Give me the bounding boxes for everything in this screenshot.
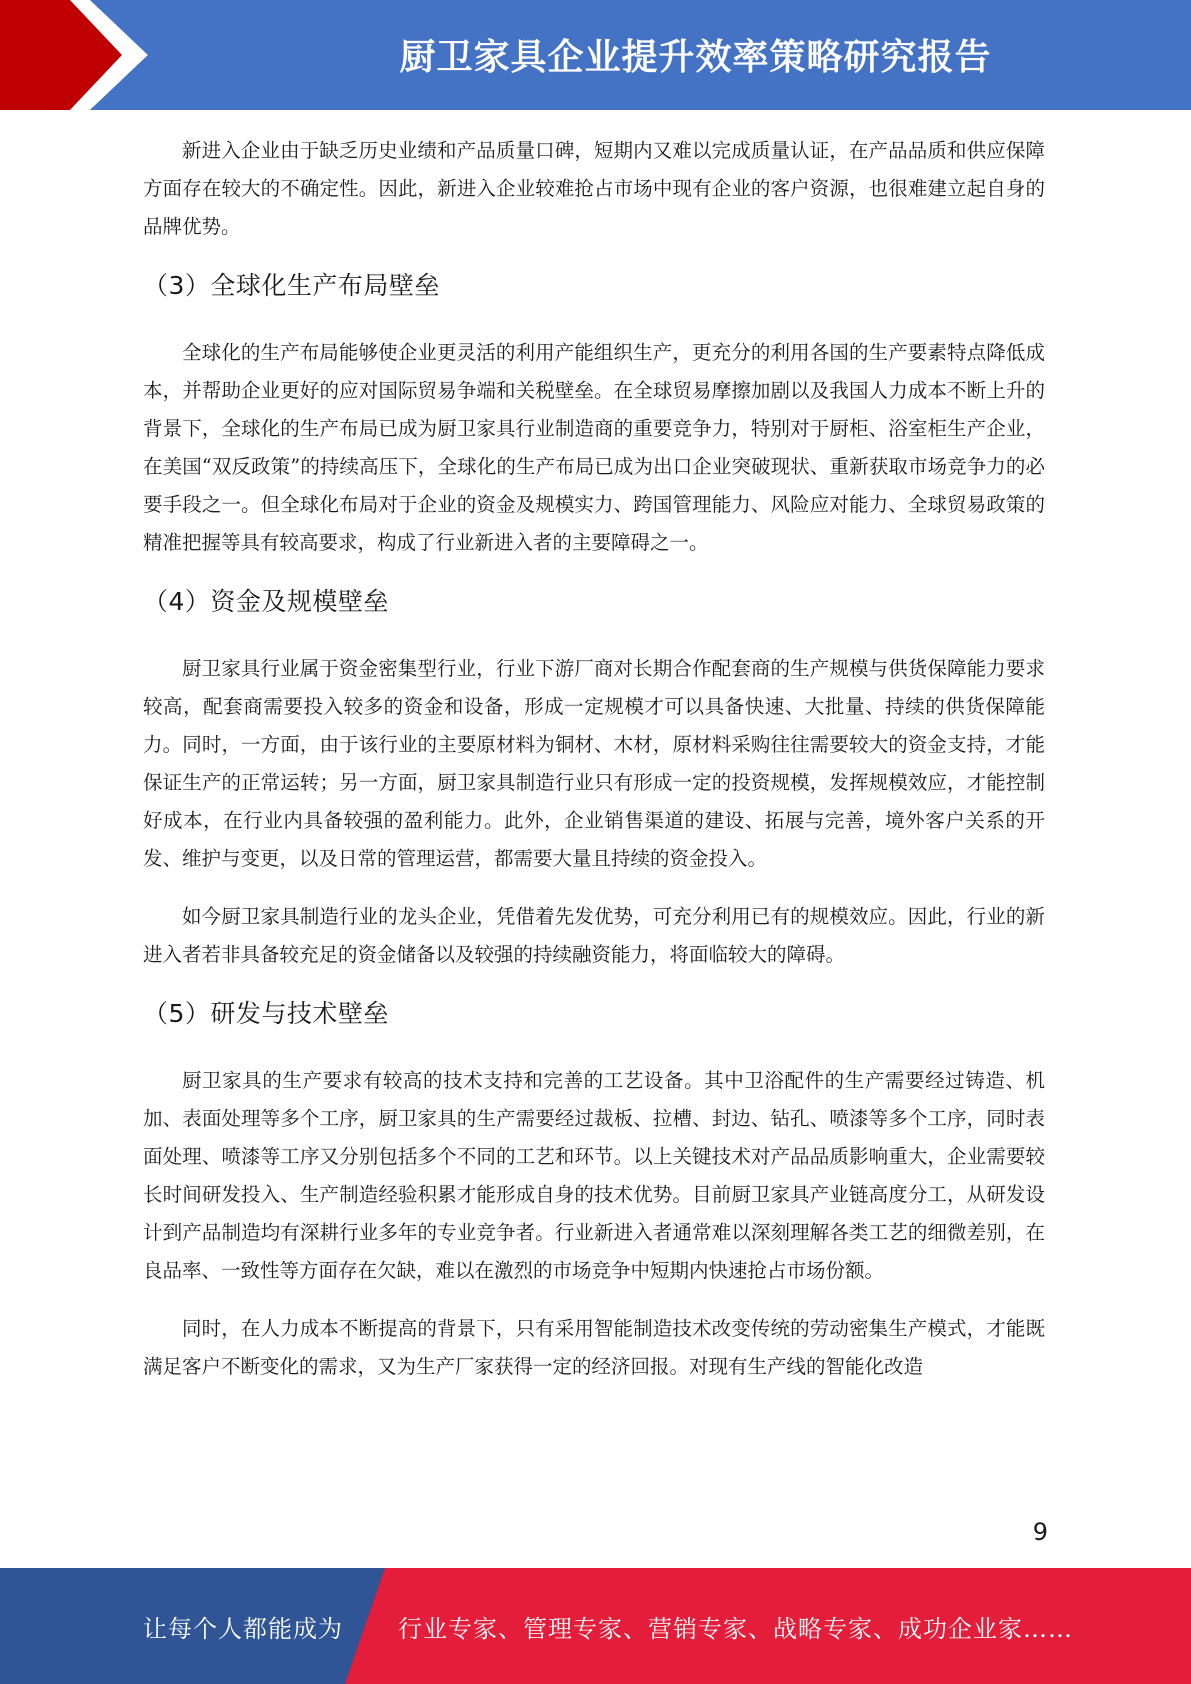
section-heading-capital-scale: （4）资金及规模壁垒 bbox=[143, 587, 389, 616]
page-number: 9 bbox=[1032, 1518, 1048, 1546]
page-footer-banner bbox=[0, 1568, 1191, 1684]
paragraph-capital-scale-2: 如今厨卫家具制造行业的龙头企业，凭借着先发优势，可充分利用已有的规模效应。因此，行业的新进入者若非具备较充足的资金储备以及较强的持续融资能力，将面临较大的障碍。 bbox=[143, 905, 1045, 966]
intro-paragraph: 新进入企业由于缺乏历史业绩和产品质量口碑，短期内又难以完成质量认证，在产品品质和供应保障方面存在较大的不确定性。因此，新进入企业较难抢占市场中现有企业的客户资源，也很难建立起自身的品牌优势。 bbox=[143, 139, 1045, 238]
paragraph-global-layout: 全球化的生产布局能够使企业更灵活的利用产能组织生产，更充分的利用各国的生产要素特点降低成本，并帮助企业更好的应对国际贸易争端和关税壁垒。在全球贸易摩擦加剧以及我国人力成本不断上升的背景下，全球化的生产布局已成为厨卫家具行业制造商的重要竞争力，特别对于厨柜、浴室柜生产企业，在美国“双反政策”的持续高压下，全球化的生产布局已成为出口企业突破现状、重新获取市场竞争力的必要手段之一。但全球化布局对于企业的资金及规模实力、跨国管理能力、风险应对能力、全球贸易政策的精准把握等具有较高要求，构成了行业新进入者的主要障碍之一。 bbox=[143, 341, 1045, 554]
paragraph-rnd-tech-1: 厨卫家具的生产要求有较高的技术支持和完善的工艺设备。其中卫浴配件的生产需要经过铸造、机加、表面处理等多个工序，厨卫家具的生产需要经过裁板、拉槽、封边、钻孔、喷漆等多个工序，同时表面处理、喷漆等工序又分别包括多个不同的工艺和环节。以上关键技术对产品品质影响重大，企业需要较长时间研发投入、生产制造经验积累才能形成自身的技术优势。目前厨卫家具产业链高度分工，从研发设计到产品制造均有深耕行业多年的专业竞争者。行业新进入者通常难以深刻理解各类工艺的细微差别，在良品率、一致性等方面存在欠缺，难以在激烈的市场竞争中短期内快速抢占市场份额。 bbox=[143, 1069, 1045, 1282]
footer-slogan-right: 行业专家、管理专家、营销专家、战略专家、成功企业家…… bbox=[398, 1614, 1073, 1643]
report-title: 厨卫家具企业提升效率策略研究报告 bbox=[399, 36, 992, 78]
paragraph-capital-scale-1: 厨卫家具行业属于资金密集型行业，行业下游厂商对长期合作配套商的生产规模与供货保障能力要求较高，配套商需要投入较多的资金和设备，形成一定规模才可以具备快速、大批量、持续的供货保障能力。同时，一方面，由于该行业的主要原材料为铜材、木材，原材料采购往往需要较大的资金支持，才能保证生产的正常运转；另一方面，厨卫家具制造行业只有形成一定的投资规模，发挥规模效应，才能控制好成本，在行业内具备较强的盈利能力。此外，企业销售渠道的建设、拓展与完善，境外客户关系的开发、维护与变更，以及日常的管理运营，都需要大量且持续的资金投入。 bbox=[143, 657, 1045, 870]
section-heading-global-layout: （3）全球化生产布局壁垒 bbox=[143, 271, 440, 300]
document-body bbox=[143, 132, 1045, 1406]
paragraph-rnd-tech-2: 同时，在人力成本不断提高的背景下，只有采用智能制造技术改变传统的劳动密集生产模式，才能既满足客户不断变化的需求，又为生产厂家获得一定的经济回报。对现有生产线的智能化改造 bbox=[143, 1317, 1045, 1378]
footer-slogan-left: 让每个人都能成为 bbox=[143, 1614, 343, 1643]
page-header-banner bbox=[0, 0, 1191, 110]
header-chevron-decoration bbox=[0, 0, 160, 110]
section-heading-rnd-tech: （5）研发与技术壁垒 bbox=[143, 999, 389, 1028]
